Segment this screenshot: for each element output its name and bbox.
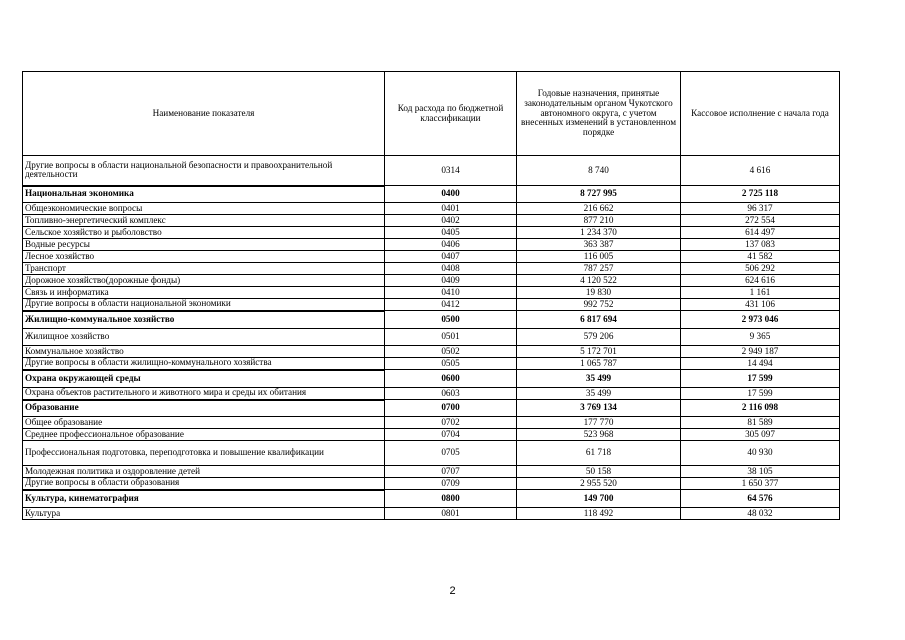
row-planned: 4 120 522 [517,275,681,287]
row-planned: 19 830 [517,287,681,299]
row-executed: 2 116 098 [681,400,840,417]
row-planned: 992 752 [517,299,681,311]
row-name: Лесное хозяйство [23,251,385,263]
row-name: Общее образование [23,417,385,429]
row-code: 0402 [385,215,517,227]
row-executed: 40 930 [681,441,840,466]
row-code: 0707 [385,466,517,478]
row-executed: 48 032 [681,508,840,520]
table-row [23,287,840,299]
row-planned: 877 210 [517,215,681,227]
budget-table [22,71,840,520]
row-planned: 61 718 [517,441,681,466]
row-planned: 8 727 995 [517,186,681,203]
row-executed: 1 161 [681,287,840,299]
row-executed: 38 105 [681,466,840,478]
row-executed: 9 365 [681,329,840,346]
row-code: 0408 [385,263,517,275]
row-code: 0800 [385,490,517,508]
row-name: Другие вопросы в области жилищно-коммунального хозяйства [23,358,385,370]
row-name: Водные ресурсы [23,239,385,251]
table-row [23,346,840,358]
row-name: Культура, кинематография [23,490,385,508]
row-name: Топливно-энергетический комплекс [23,215,385,227]
row-code: 0700 [385,400,517,417]
row-planned: 6 817 694 [517,311,681,329]
row-executed: 14 494 [681,358,840,370]
table-row [23,388,840,400]
section-row [23,311,840,329]
row-code: 0600 [385,370,517,388]
row-executed: 4 616 [681,156,840,186]
row-planned: 3 769 134 [517,400,681,417]
row-code: 0705 [385,441,517,466]
table-row [23,358,840,370]
table-row [23,299,840,311]
row-name: Коммунальное хозяйство [23,346,385,358]
row-name: Национальная экономика [23,186,385,203]
table-row [23,263,840,275]
row-executed: 41 582 [681,251,840,263]
row-name: Культура [23,508,385,520]
row-code: 0406 [385,239,517,251]
table-row [23,156,840,186]
row-executed: 64 576 [681,490,840,508]
row-executed: 2 949 187 [681,346,840,358]
row-name: Общеэкономические вопросы [23,203,385,215]
row-executed: 17 599 [681,370,840,388]
table-row [23,227,840,239]
row-name: Другие вопросы в области национальной безопасности и правоохранительной деятельности [23,156,385,186]
row-executed: 624 616 [681,275,840,287]
section-row [23,186,840,203]
row-executed: 96 317 [681,203,840,215]
table-row [23,466,840,478]
row-code: 0405 [385,227,517,239]
row-planned: 35 499 [517,388,681,400]
row-name: Транспорт [23,263,385,275]
row-name: Молодежная политика и оздоровление детей [23,466,385,478]
row-executed: 614 497 [681,227,840,239]
row-planned: 116 005 [517,251,681,263]
row-name: Сельское хозяйство и рыболовство [23,227,385,239]
table-row [23,478,840,490]
row-code: 0409 [385,275,517,287]
row-planned: 149 700 [517,490,681,508]
row-name: Другие вопросы в области национальной экономики [23,299,385,311]
table-row [23,508,840,520]
row-executed: 17 599 [681,388,840,400]
row-executed: 2 725 118 [681,186,840,203]
row-name: Жилищное хозяйство [23,329,385,346]
row-code: 0407 [385,251,517,263]
row-name: Охрана объектов растительного и животного мира и среды их обитания [23,388,385,400]
row-code: 0410 [385,287,517,299]
row-planned: 1 065 787 [517,358,681,370]
header-code: Код расхода по бюджетной классификации [385,72,517,156]
row-planned: 363 387 [517,239,681,251]
table-body [23,156,840,520]
row-code: 0400 [385,186,517,203]
row-executed: 506 292 [681,263,840,275]
row-name: Охрана окружающей среды [23,370,385,388]
row-code: 0401 [385,203,517,215]
header-executed: Кассовое исполнение с начала года [681,72,840,156]
row-code: 0501 [385,329,517,346]
row-planned: 177 770 [517,417,681,429]
row-code: 0702 [385,417,517,429]
row-code: 0500 [385,311,517,329]
table-row [23,429,840,441]
section-row [23,400,840,417]
row-planned: 8 740 [517,156,681,186]
table-row [23,329,840,346]
row-code: 0412 [385,299,517,311]
header-name: Наименование показателя [23,72,385,156]
row-code: 0704 [385,429,517,441]
row-code: 0502 [385,346,517,358]
row-name: Образование [23,400,385,417]
row-planned: 787 257 [517,263,681,275]
row-planned: 5 172 701 [517,346,681,358]
row-planned: 2 955 520 [517,478,681,490]
row-code: 0314 [385,156,517,186]
table-row [23,275,840,287]
row-executed: 431 106 [681,299,840,311]
row-name: Профессиональная подготовка, переподготовка и повышение квалификации [23,441,385,466]
row-code: 0603 [385,388,517,400]
row-planned: 1 234 370 [517,227,681,239]
row-name: Связь и информатика [23,287,385,299]
row-planned: 50 158 [517,466,681,478]
header-planned: Годовые назначения, принятые законодательным органом Чукотского автономного округа, с учетом внесенных изменений в установленном порядке [517,72,681,156]
page-number: 2 [449,585,456,597]
table-row [23,203,840,215]
row-code: 0801 [385,508,517,520]
row-executed: 305 097 [681,429,840,441]
row-name: Среднее профессиональное образование [23,429,385,441]
row-planned: 523 968 [517,429,681,441]
row-code: 0709 [385,478,517,490]
row-planned: 35 499 [517,370,681,388]
row-name: Дорожное хозяйство(дорожные фонды) [23,275,385,287]
row-executed: 272 554 [681,215,840,227]
section-row [23,370,840,388]
row-executed: 2 973 046 [681,311,840,329]
row-executed: 1 650 377 [681,478,840,490]
row-executed: 137 083 [681,239,840,251]
row-name: Жилищно-коммунальное хозяйство [23,311,385,329]
table-row [23,251,840,263]
header-row [23,72,840,156]
table-row [23,417,840,429]
row-planned: 118 492 [517,508,681,520]
table-row [23,441,840,466]
row-name: Другие вопросы в области образования [23,478,385,490]
table-row [23,215,840,227]
row-planned: 216 662 [517,203,681,215]
row-code: 0505 [385,358,517,370]
row-executed: 81 589 [681,417,840,429]
row-planned: 579 206 [517,329,681,346]
table-row [23,239,840,251]
section-row [23,490,840,508]
